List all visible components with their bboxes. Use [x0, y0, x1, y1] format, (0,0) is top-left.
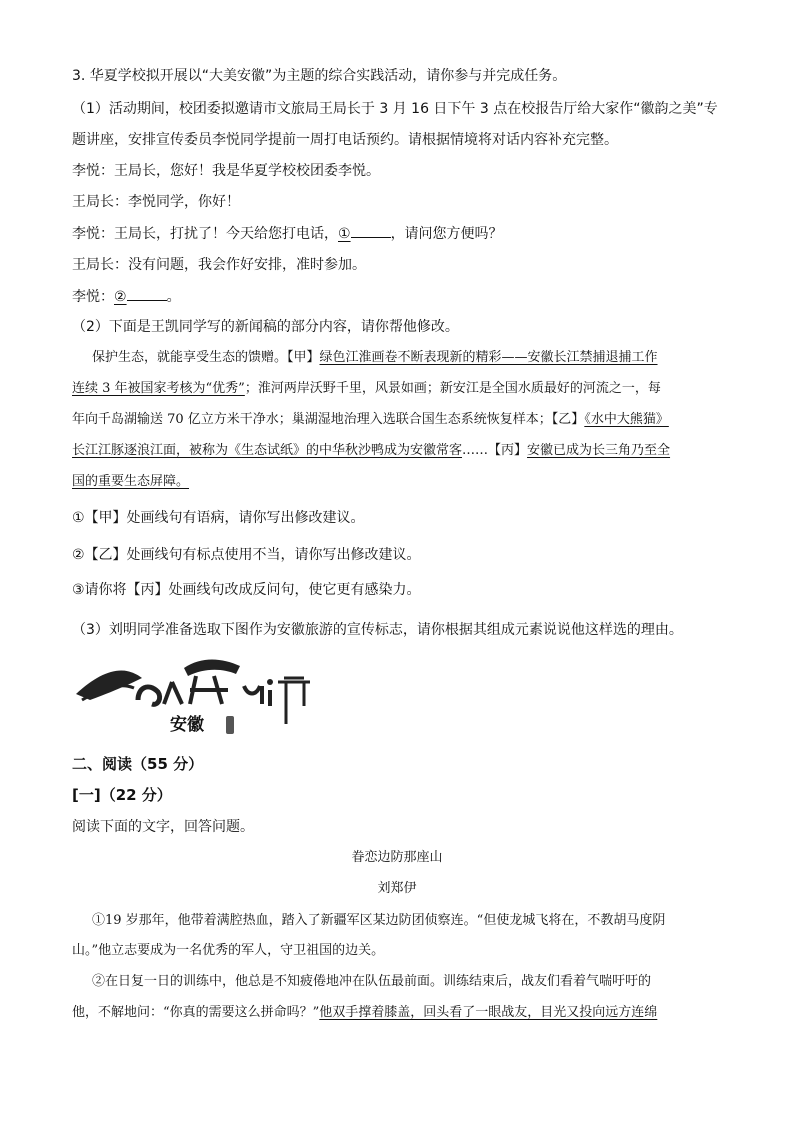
logo-text: 安徽: [170, 715, 204, 735]
dialogue-line: 李悦：王局长，打扰了！今天给您打电话，① ，请问您方便吗？: [72, 223, 503, 244]
dialogue-line: 王局长：李悦同学，你好！: [72, 194, 240, 210]
part-1-text: （1）活动期间，校团委拟邀请市文旅局王局长于 3 月 16 日下午 3 点在校报告厅给大家作“徽韵之美”专: [72, 101, 718, 117]
article-paragraph-1-cont: 山。”他立志要成为一名优秀的军人，守卫祖国的边关。: [72, 943, 385, 958]
article-author: 刘郑伊: [377, 881, 417, 896]
part-3-text: （3）刘明同学准备选取下图作为安徽旅游的宣传标志，请你根据其组成元素说说他这样选的理由。: [72, 622, 683, 638]
anhui-logo-image: [72, 648, 312, 740]
underlined-sentence-jia: 绿色江淮画卷不断表现新的精彩——安徽长江禁捕退捕工作: [319, 350, 658, 365]
news-line: 连续 3 年被国家考核为“优秀”；淮河两岸沃野千里，风景如画；新安江是全国水质最好的河流之一，每: [72, 381, 661, 396]
article-paragraph-1: ①19 岁那年，他带着满腔热血，踏入了新疆军区某边防团侦察连。“但使龙城飞将在，不教胡马度阴: [92, 913, 666, 928]
blank-marker-2: ②: [114, 289, 127, 305]
article-paragraph-2: ②在日复一日的训练中，他总是不知疲倦地冲在队伍最前面。训练结束后，战友们看着气喘吁吁的: [92, 974, 652, 989]
reading-instruction: 阅读下面的文字，回答问题。: [72, 819, 254, 835]
section-heading: 二、阅读（55 分）: [72, 755, 204, 773]
news-line: 长江江豚逐浪江面，被称为《生态试纸》的中华秋沙鸭成为安徽常客……【丙】安徽已成为长三角乃至全: [72, 443, 671, 458]
dialogue-line: 李悦：王局长，您好！我是华夏学校校团委李悦。: [72, 163, 380, 179]
news-line: 年向千岛湖输送 70 亿立方米干净水；巢湖湿地治理入选联合国生态系统恢复样本；【乙】《水中大熊猫》: [72, 412, 669, 427]
article-paragraph-2-cont: 他，不解地问：“你真的需要这么拼命吗？”他双手撑着膝盖，回头看了一眼战友，目光又投向远方连绵: [72, 1005, 658, 1020]
dialogue-line: 王局长：没有问题，我会作好安排，准时参加。: [72, 257, 366, 273]
answer-blank-2[interactable]: [127, 286, 167, 301]
part-1-text-cont: 题讲座，安排宣传委员李悦同学提前一周打电话预约。请根据情境将对话内容补充完整。: [72, 132, 618, 148]
article-title: 眷恋边防那座山: [351, 850, 443, 865]
task-3: ③请你将【丙】处画线句改成反问句，使它更有感染力。: [72, 582, 421, 598]
underlined-sentence: 他双手撑着膝盖，回头看了一眼战友，目光又投向远方连绵: [319, 1005, 658, 1020]
news-line: 国的重要生态屏障。: [72, 474, 190, 489]
question-title: 3. 华夏学校拟开展以“大美安徽”为主题的综合实践活动，请你参与并完成任务。: [72, 68, 567, 84]
subsection-heading: [一]（22 分）: [72, 786, 172, 804]
answer-blank-1[interactable]: [351, 223, 391, 238]
part-2-text: （2）下面是王凯同学写的新闻稿的部分内容，请你帮他修改。: [72, 319, 459, 335]
underlined-sentence-yi: 《水中大熊猫》: [584, 412, 669, 427]
news-line: 保护生态，就能享受生态的馈赠。【甲】绿色江淮画卷不断表现新的精彩——安徽长江禁捕退捕工作: [92, 350, 658, 365]
dialogue-line: 李悦：② 。: [72, 286, 181, 307]
task-2: ②【乙】处画线句有标点使用不当，请你写出修改建议。: [72, 547, 421, 563]
underlined-sentence-bing: 安徽已成为长三角乃至全: [527, 443, 671, 458]
task-1: ①【甲】处画线句有语病，请你写出修改建议。: [72, 510, 365, 526]
blank-marker-1: ①: [338, 226, 351, 242]
